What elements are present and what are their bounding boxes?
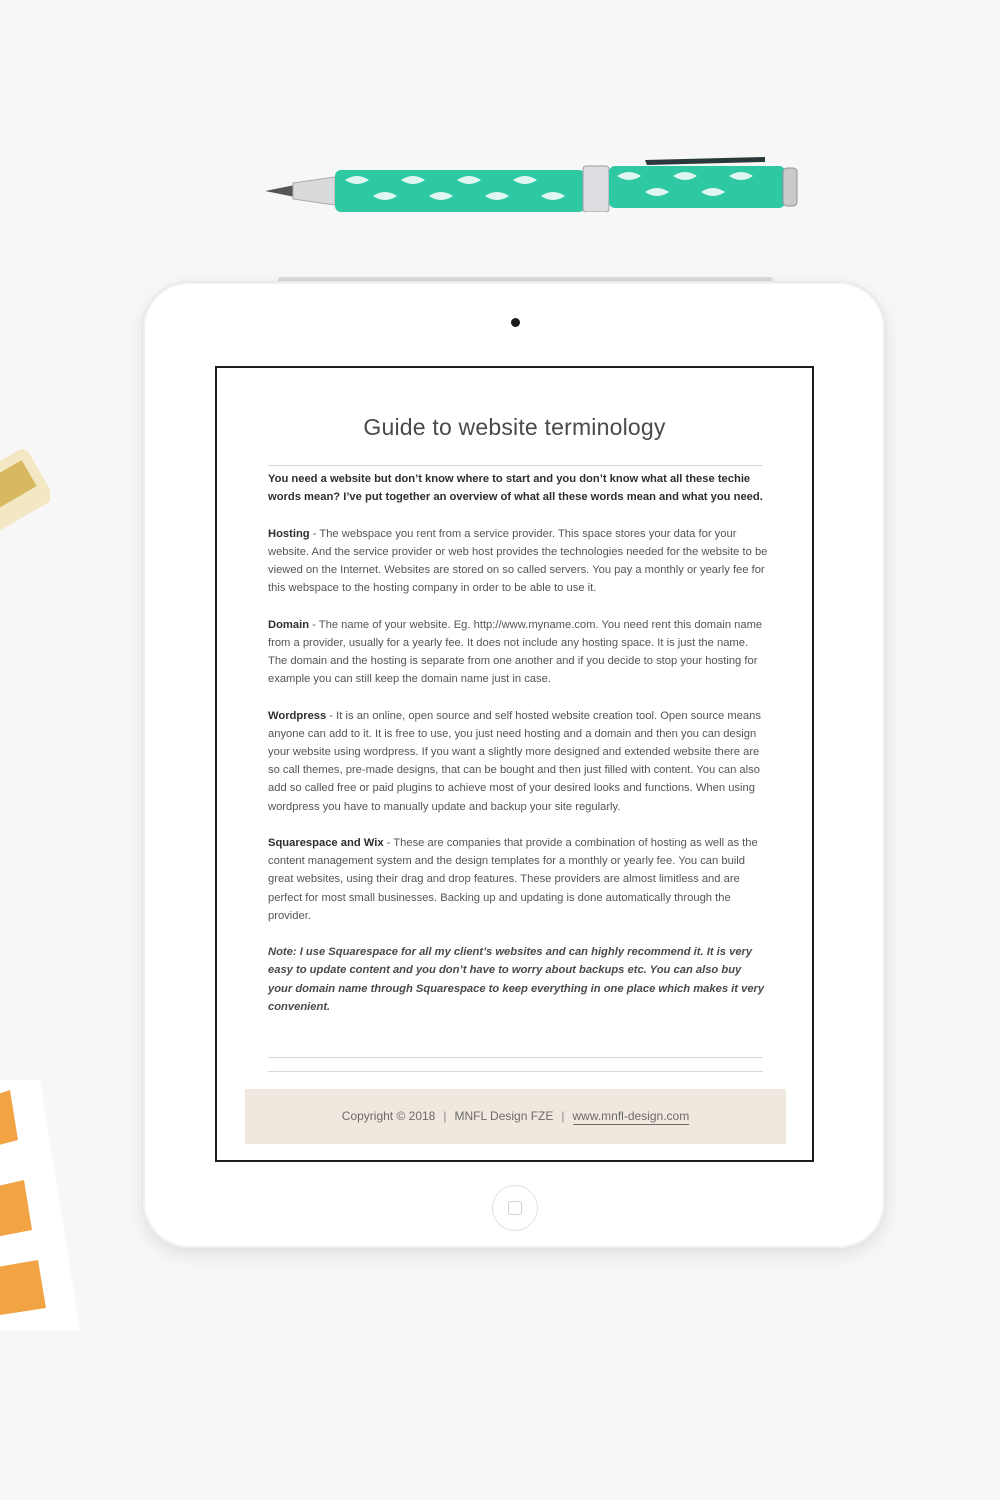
term-definition: - These are companies that provide a combination of hosting as well as the content management system and the design templates for a monthly or yearly fee. You can build great websites, using their drag and drop features. These providers are almost limitless and are perfect for most small businesses. Backing up and updating is done automatically through the provider. [268, 837, 758, 922]
footer-separator: | [561, 1109, 565, 1123]
camera-icon [511, 318, 520, 327]
footer-separator: | [443, 1109, 447, 1123]
section-squarespace-wix [268, 834, 768, 925]
term-definition: - The webspace you rent from a service provider. This space stores your data for your website. And the service provider or web host provides the technologies needed for the website to be viewed on the Internet. Websites are stored on so called servers. You pay a monthly or yearly fee for this webspace to the hosting company in order to be able to use it. [268, 527, 768, 595]
document-body [268, 470, 768, 1034]
divider-bottom-1 [268, 1057, 763, 1058]
notebook-icon [0, 1080, 90, 1330]
tablet-screen [215, 366, 814, 1162]
section-domain [268, 616, 768, 689]
divider-top [268, 465, 763, 466]
note-paragraph: Note: I use Squarespace for all my client’s websites and can highly recommend it. It is very easy to update content and you don’t have to worry about backups etc. You can also buy your domain name through Squarespace to keep everything in one place which makes it very convenient. [268, 946, 765, 1013]
term-label: Squarespace and Wix [268, 837, 384, 849]
term-label: Hosting [268, 527, 310, 540]
divider-bottom-2 [268, 1071, 763, 1072]
document-title: Guide to website terminology [363, 414, 666, 440]
section-wordpress [268, 707, 768, 816]
term-label: Domain [268, 618, 310, 631]
home-square-icon [508, 1201, 522, 1215]
binder-clip-icon [0, 440, 50, 550]
pen-icon [265, 152, 805, 212]
footer-band [245, 1089, 786, 1144]
section-hosting [268, 525, 768, 598]
term-definition: - The name of your website. Eg. http://www.myname.com. You need rent this domain name from a provider, usually for a yearly fee. It does not include any hosting space. It is just the name. The domain and the hosting is separate from one another and if you decide to stop your hosting for example you can still keep the domain name just in case. [268, 618, 763, 686]
footer-website-link[interactable]: www.mnfl-design.com [572, 1109, 690, 1123]
home-button-icon[interactable] [492, 1185, 538, 1231]
footer-copyright: Copyright © 2018 [341, 1109, 436, 1123]
term-definition: - It is an online, open source and self hosted website creation tool. Open source means anyone can add to it. It is free to use, you just need hosting and a domain and then you can design your website using wordpress. If you want a slightly more designed and extended website there are so call themes, pre-made designs, that can be bought and then just filled with content. You can also add so called free or paid plugins to achieve most of your desired looks and functions. When using wordpress you have to manually update and backup your site regularly. [268, 709, 761, 813]
intro-paragraph: You need a website but don’t know where to start and you don’t know what all these techie words mean? I’ve put together an overview of what all these words mean and what you need. [268, 473, 763, 504]
footer-company: MNFL Design FZE [454, 1109, 554, 1123]
term-label: Wordpress [268, 709, 327, 722]
